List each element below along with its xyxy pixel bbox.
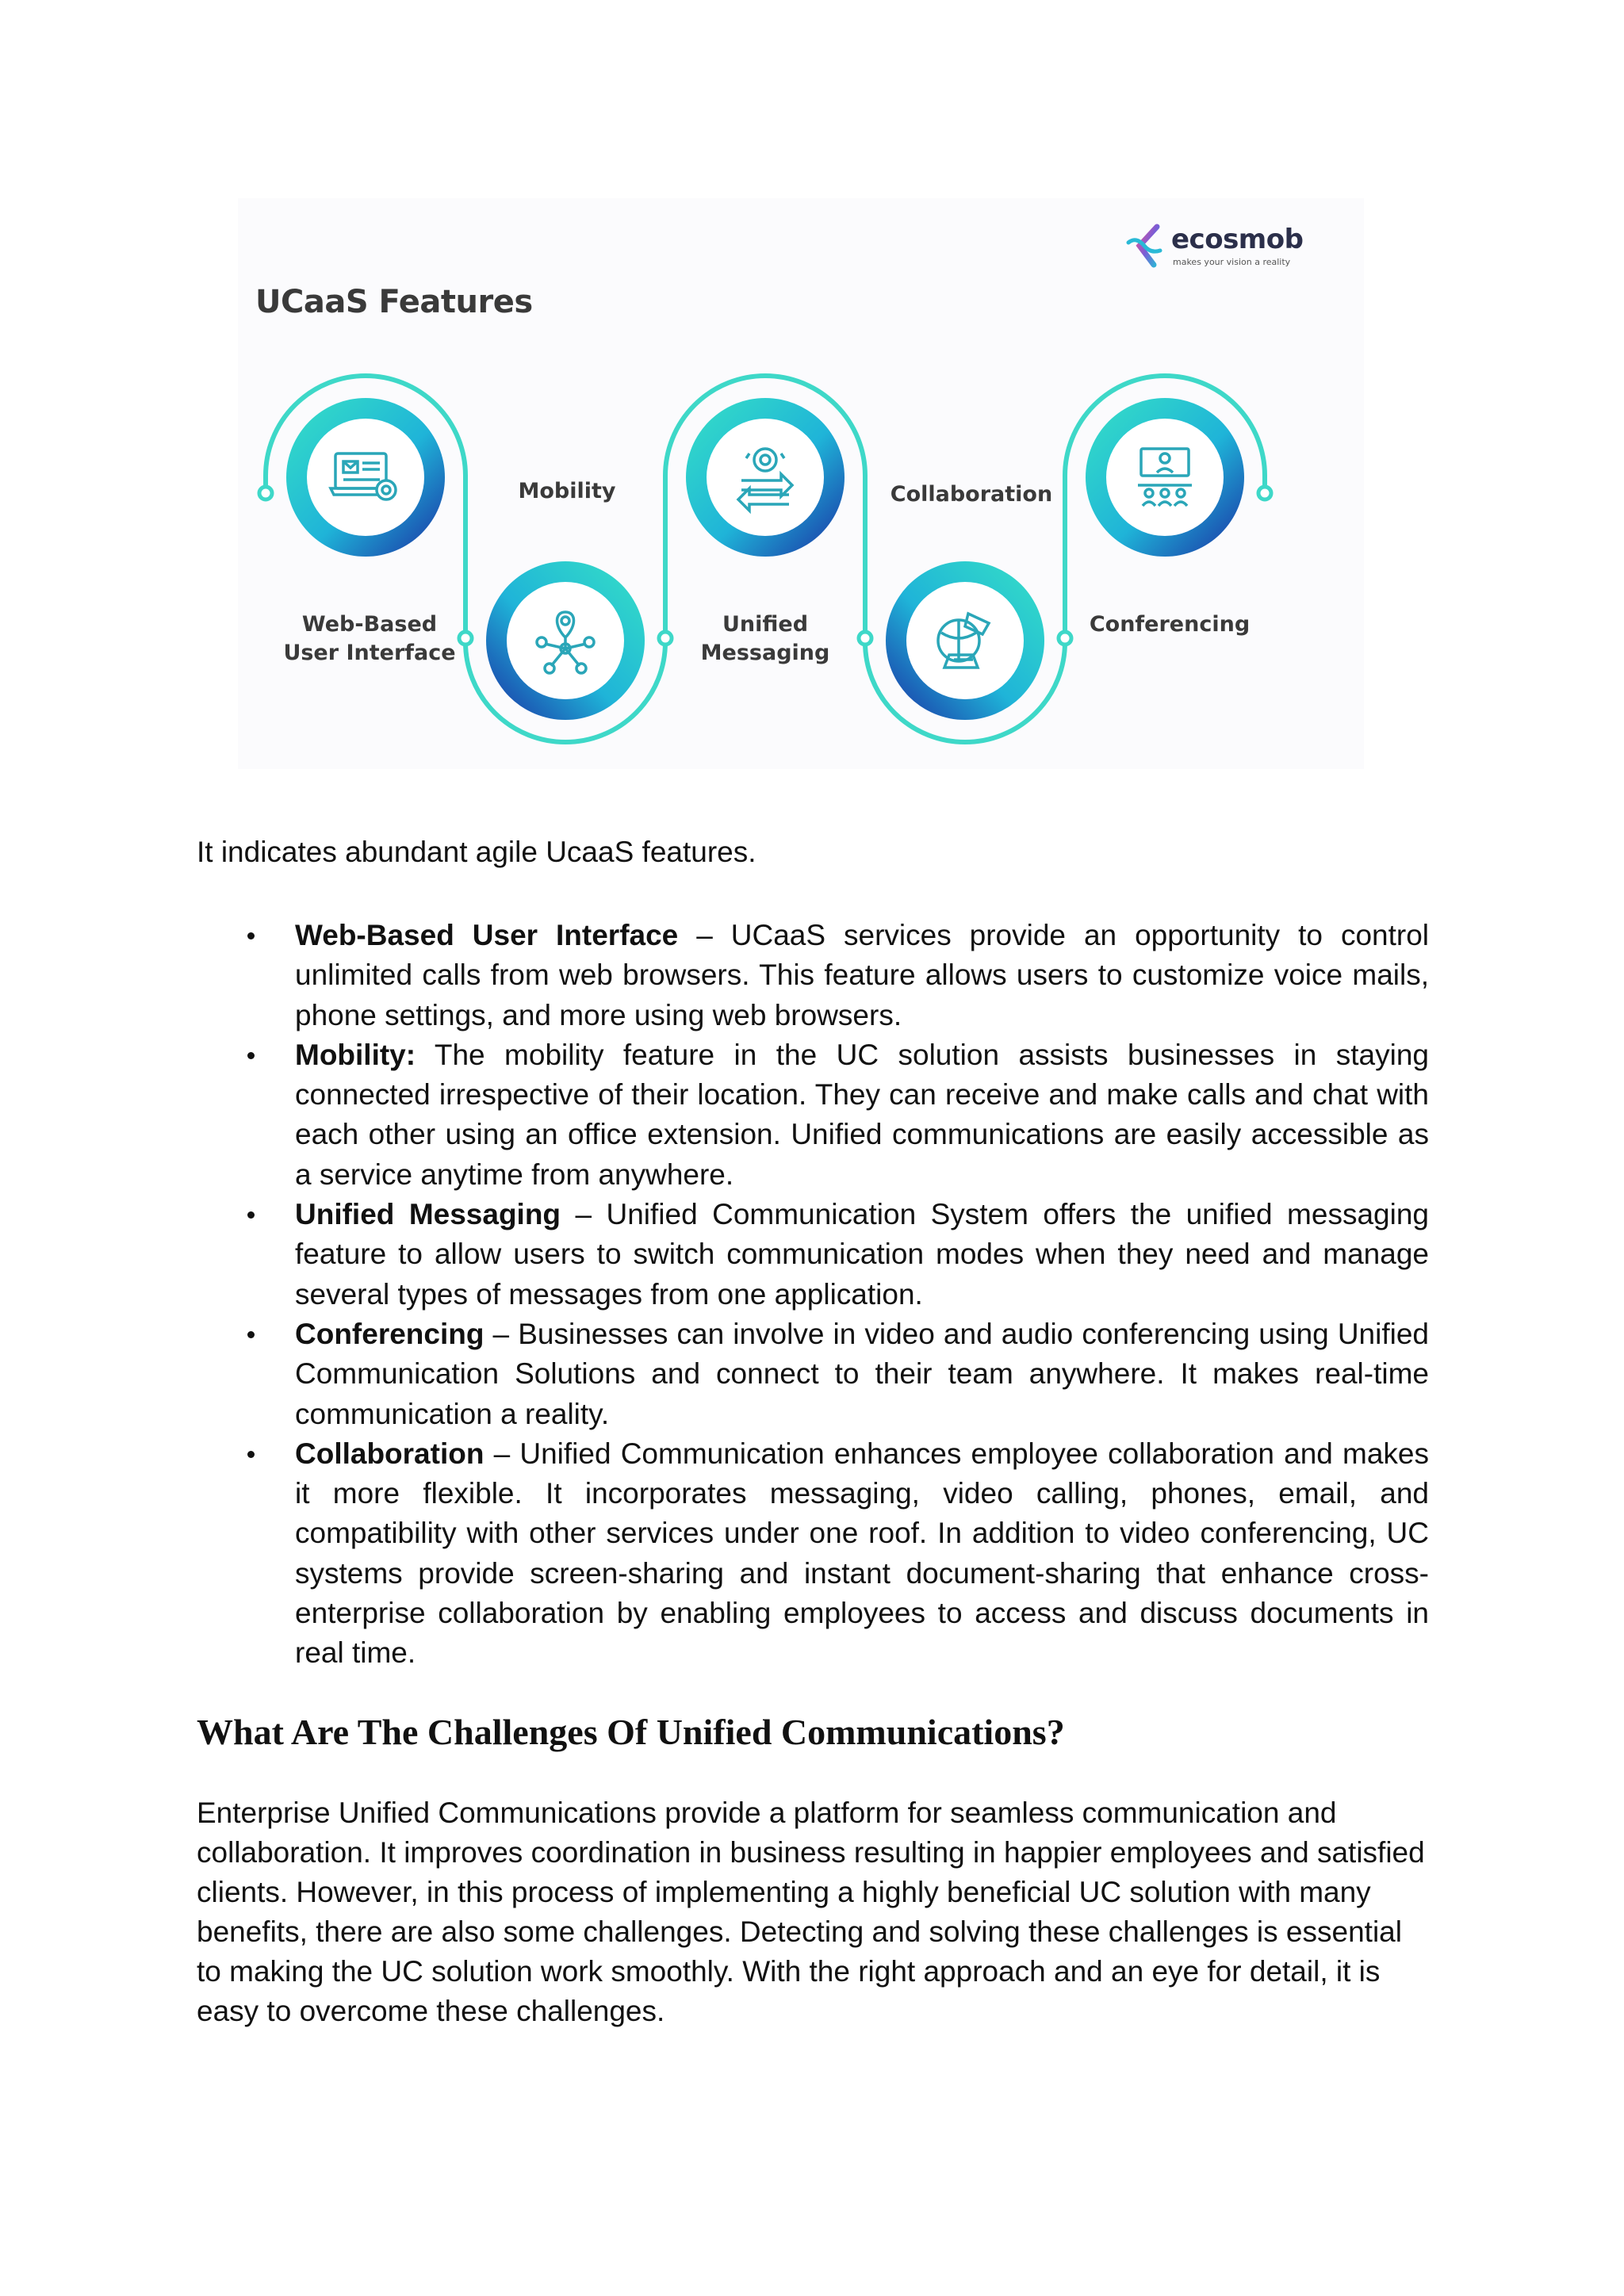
wave-node xyxy=(859,632,871,645)
list-item xyxy=(197,1314,1429,1434)
bullet-text: – Businesses can involve in video and audio conferencing using Unified Communication Solutions and connect to their team anywhere. It makes real-time communication a reality. xyxy=(295,1317,1429,1430)
infographic-title: UCaaS Features xyxy=(255,284,533,320)
feature-label-conferencing: Conferencing xyxy=(1089,612,1251,637)
bullet-dot xyxy=(247,1211,255,1219)
feature-label-unified-messaging: Unified Messaging xyxy=(700,612,830,665)
bullet-text: – Unified Communication enhances employee collaboration and makes it more flexible. It incorporates messaging, video calling, phones, email, and compatibility with other services under one roof. In addition to video conferencing, UC systems provide screen-sharing and instant document-sharing that enhance cross-enterprise collaboration by enabling employees to access and discuss documents in real time. xyxy=(295,1437,1429,1670)
features-wave-diagram xyxy=(238,198,1364,769)
list-item xyxy=(197,916,1429,1035)
ucaas-features-infographic xyxy=(238,198,1364,769)
bullet-dot xyxy=(247,1451,255,1458)
feature-circle-unified-messaging xyxy=(686,398,845,557)
list-item xyxy=(197,1035,1429,1195)
wave-endpoint-left xyxy=(259,487,272,499)
feature-circle-mobility xyxy=(486,561,645,720)
bullet-term: Mobility: xyxy=(295,1038,416,1071)
feature-circle-collaboration xyxy=(886,561,1044,720)
list-item xyxy=(197,1195,1429,1314)
feature-circle-web-based xyxy=(286,398,445,557)
bullet-term: Unified Messaging xyxy=(295,1198,561,1231)
bullet-text: – UCaaS services provide an opportunity to control unlimited calls from web browsers. This feature allows users to customize voice mails, phone settings, and more using web browsers. xyxy=(295,919,1429,1031)
challenges-paragraph: Enterprise Unified Communications provide a platform for seamless communication and collaboration. It improves coordination in business resulting in happier employees and satisfied clients. However, in this process of implementing a highly beneficial UC solution with many benefits, there are also some challenges. Detecting and solving these challenges is essential to making the UC solution work smoothly. With the right approach and an eye for detail, it is easy to overcome these challenges. xyxy=(197,1797,1425,2027)
bullet-term: Collaboration xyxy=(295,1437,485,1470)
section-heading: What Are The Challenges Of Unified Communications? xyxy=(197,1712,1065,1752)
bullet-term: Conferencing xyxy=(295,1317,485,1350)
bullet-dot xyxy=(247,1052,255,1059)
feature-label-collaboration: Collaboration xyxy=(890,482,1053,507)
bullet-dot xyxy=(247,1331,255,1338)
logo-tagline: makes your vision a reality xyxy=(1173,257,1291,267)
bullet-dot xyxy=(247,932,255,939)
intro-text: It indicates abundant agile UcaaS features. xyxy=(197,836,756,868)
wave-node xyxy=(659,632,672,645)
logo-wordmark: ecosmob xyxy=(1171,224,1304,255)
feature-label-mobility: Mobility xyxy=(518,479,616,503)
bullet-text: The mobility feature in the UC solution assists businesses in staying connected irrespective of their location. They can receive and make calls and chat with each other using an office extension. Unified communications are easily accessible as a service anytime from anywhere. xyxy=(295,1038,1429,1191)
feature-label-web-based: Web-Based User Interface xyxy=(283,612,456,665)
list-item xyxy=(197,1434,1429,1674)
feature-circle-conferencing xyxy=(1086,398,1244,557)
bullet-term: Web-Based User Interface xyxy=(295,919,679,951)
wave-endpoint-right xyxy=(1258,487,1271,499)
wave-node xyxy=(1059,632,1071,645)
bullet-text: – Unified Communication System offers the unified messaging feature to allow users to switch communication modes when they need and manage several types of messages from one application. xyxy=(295,1198,1429,1311)
features-bullet-list xyxy=(197,916,1429,1674)
